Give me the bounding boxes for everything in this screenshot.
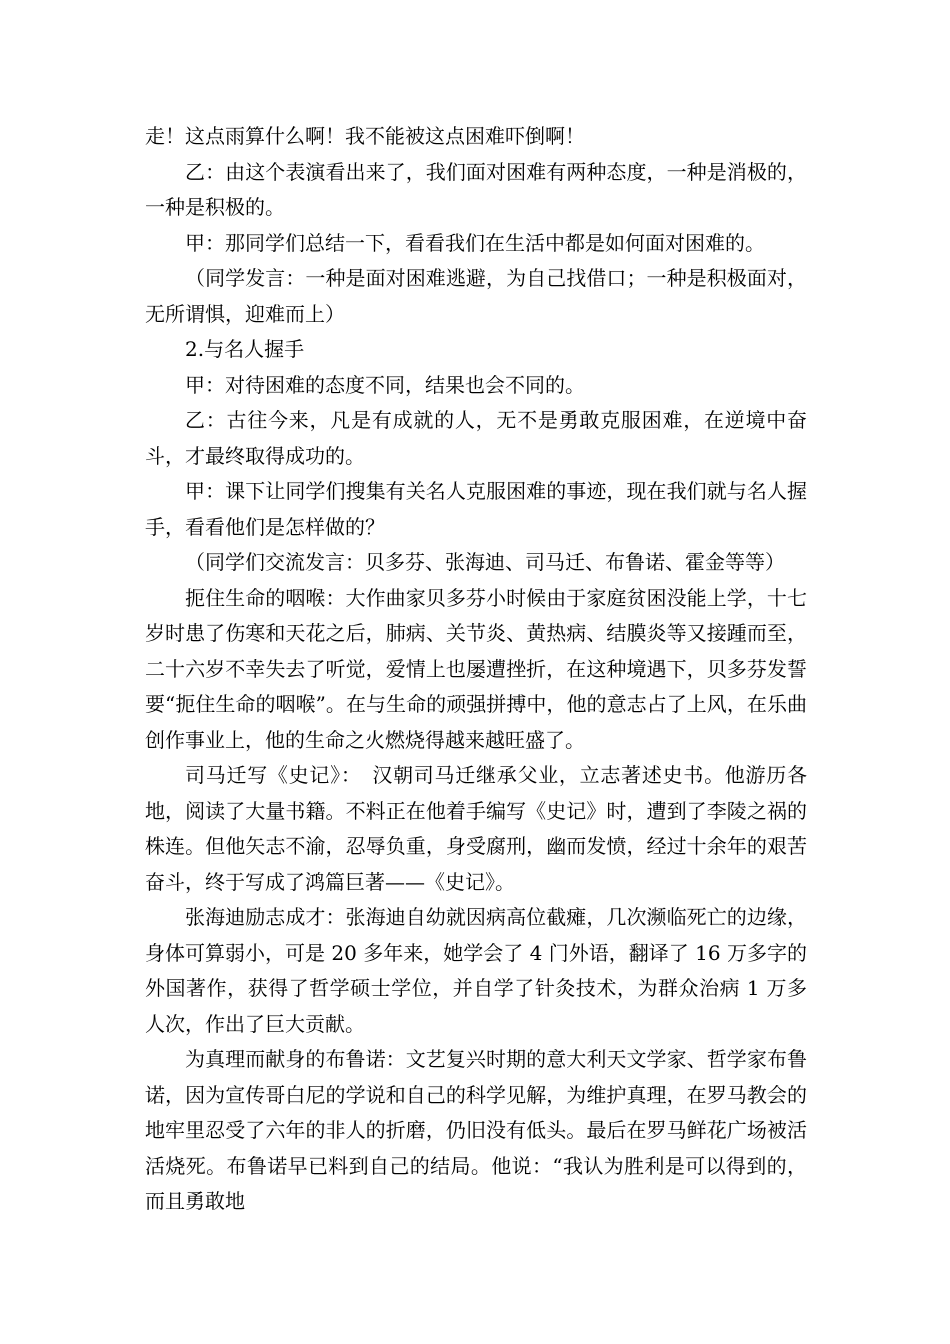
- paragraph-continuation: 走！这点雨算什么啊！我不能被这点困难吓倒啊！: [145, 124, 585, 148]
- paragraph-jia-famous-people: 甲：课下让同学们搜集有关名人克服困难的事迹，现在我们就与名人握手，看看他们是怎样做的？: [145, 479, 807, 539]
- paragraph-jia-summary: 甲：那同学们总结一下，看看我们在生活中都是如何面对困难的。: [185, 230, 765, 255]
- paragraph-student-exchange: （同学们交流发言：贝多芬、张海迪、司马迁、布鲁诺、霍金等等）: [185, 550, 785, 574]
- document-body: [145, 119, 807, 1220]
- paragraph-yi-two-attitudes: 乙：由这个表演看出来了，我们面对困难有两种态度，一种是消极的，一种是积极的。: [145, 159, 807, 219]
- paragraph-beethoven: 扼住生命的咽喉：大作曲家贝多芬小时候由于家庭贫困没能上学，十七岁时患了伤寒和天花之后，肺病、关节炎、黄热病、结膜炎等又接踵而至，二十六岁不幸失去了听觉，爱情上也屡遭挫折，在这种境遇下，贝多芬发誓要“扼住生命的咽喉”。在与生命的顽强拼搏中，他的意志占了上风，在乐曲创作事业上，他的生命之火燃烧得越来越旺盛了。: [145, 585, 807, 752]
- paragraph-sima-qian: 司马迁写《史记》： 汉朝司马迁继承父业，立志著述史书。他游历各地，阅读了大量书籍。不料正在他着手编写《史记》时，遭到了李陵之祸的株连。但他矢志不渝，忍辱负重，身受腐刑，幽而发愤，经过十余年的艰苦奋斗，终于写成了鸿篇巨著——《史记》。: [145, 763, 807, 894]
- paragraph-yi-success: 乙：古往今来，凡是有成就的人，无不是勇敢克服困难，在逆境中奋斗，才最终取得成功的。: [145, 408, 807, 468]
- paragraph-jia-results: 甲：对待困难的态度不同，结果也会不同的。: [185, 372, 585, 397]
- paragraph-zhang-haidi: 张海迪励志成才：张海迪自幼就因病高位截瘫，几次濒临死亡的边缘，身体可算弱小，可是 20 多年来，她学会了 4 门外语，翻译了 16 万多字的外国著作，获得了哲学硕士学位，并自学了针灸技术，为群众治病 1 万多人次，作出了巨大贡献。: [145, 905, 807, 1036]
- paragraph-student-remarks: （同学发言：一种是面对困难逃避，为自己找借口；一种是积极面对，无所谓惧，迎难而上）: [145, 266, 807, 326]
- section-heading: 2.与名人握手: [185, 337, 305, 361]
- paragraph-bruno: 为真理而献身的布鲁诺：文艺复兴时期的意大利天文学家、哲学家布鲁诺，因为宣传哥白尼的学说和自己的科学见解，为维护真理，在罗马教会的地牢里忍受了六年的非人的折磨，仍旧没有低头。最后在罗马鲜花广场被活活烧死。布鲁诺早已料到自己的结局。他说：“我认为胜利是可以得到的，而且勇敢地: [145, 1047, 807, 1213]
